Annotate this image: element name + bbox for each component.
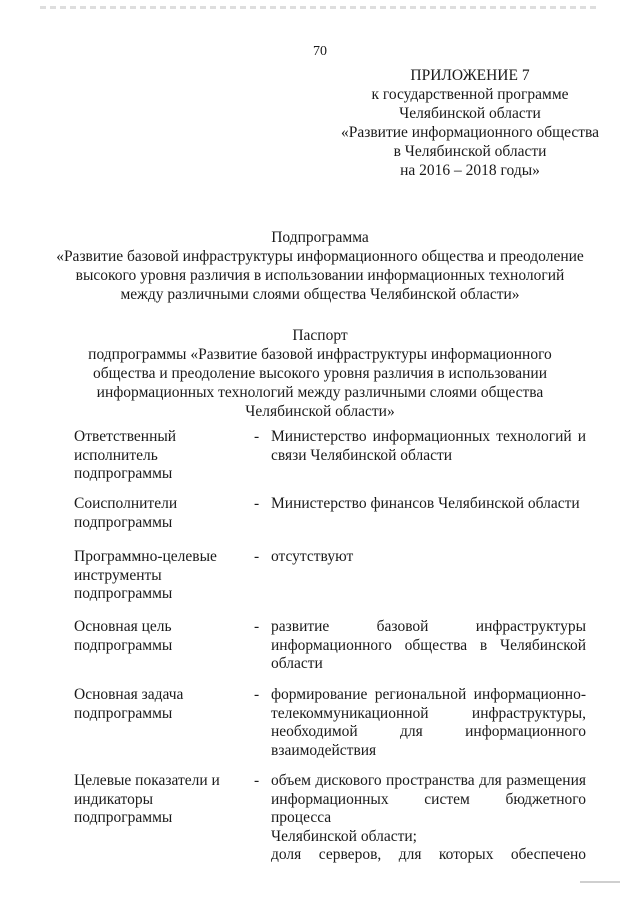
label-line: инструменты — [74, 566, 162, 584]
label-line: исполнитель — [74, 446, 158, 464]
page-number: 70 — [313, 44, 327, 59]
label-line: Программно-целевые — [74, 548, 217, 565]
row-label — [74, 618, 244, 655]
label-line: подпрограммы — [74, 636, 173, 654]
subprogram-line: «Развитие базовой инфраструктуры информационного общества и преодоление — [56, 248, 584, 265]
appendix-line: на 2016 – 2018 годы» — [400, 162, 540, 179]
passport-line: подпрограммы «Развитие базовой инфраструктуры информационного — [88, 346, 552, 363]
value-line: Министерство финансов Челябинской области — [271, 495, 580, 512]
value-line: доля серверов, для которых обеспечено — [271, 846, 586, 863]
value-line: Челябинской области; — [271, 827, 417, 845]
row-label — [74, 548, 244, 604]
value-line: взаимодействия — [271, 741, 377, 759]
value-line: развитие базовой инфраструктуры — [271, 618, 586, 635]
value-line: Министерство информационных технологий и — [271, 428, 586, 445]
subprogram-line: Подпрограмма — [271, 229, 369, 246]
row-value — [271, 618, 586, 674]
row-label — [74, 772, 244, 828]
label-line: подпрограммы — [74, 704, 173, 722]
row-label — [74, 428, 244, 484]
label-line: Целевые показатели и — [74, 772, 220, 789]
row-value — [271, 686, 586, 760]
label-line: индикаторы — [74, 790, 154, 808]
row-value — [271, 428, 586, 465]
subprogram-line: между различными слоями общества Челябинской области» — [120, 286, 520, 303]
row-dash: - — [254, 495, 260, 512]
appendix-header — [300, 66, 640, 180]
row-dash: - — [254, 428, 260, 445]
subprogram-line: высокого уровня различия в использовании информационных технологий — [75, 267, 565, 284]
label-line: подпрограммы — [74, 585, 173, 602]
value-line: связи Челябинской области — [271, 446, 453, 464]
value-line: телекоммуникационной инфраструктуры, — [271, 704, 586, 722]
appendix-line: Челябинской области — [399, 105, 541, 122]
row-value — [271, 548, 586, 567]
scan-artifact — [580, 881, 620, 883]
row-label — [74, 686, 244, 723]
scan-artifact — [40, 6, 600, 9]
row-dash: - — [254, 548, 260, 565]
value-line: информационных систем бюджетного процесса — [271, 790, 586, 826]
label-line: Соисполнители — [74, 495, 178, 512]
passport-line: Паспорт — [292, 327, 348, 344]
passport-line: общества и преодоление высокого уровня различия в использовании — [92, 365, 548, 382]
appendix-line: к государственной программе — [371, 86, 569, 103]
row-value — [271, 772, 586, 865]
row-label — [74, 495, 244, 532]
row-value — [271, 495, 586, 514]
label-line: подпрограммы — [74, 465, 173, 482]
row-dash: - — [254, 772, 260, 789]
label-line: Основная цель — [74, 618, 172, 635]
value-line: области — [271, 655, 323, 672]
row-dash: - — [254, 686, 260, 703]
value-line: необходимой для информационного — [271, 723, 586, 740]
label-line: подпрограммы — [74, 809, 173, 826]
value-line: объем дискового пространства для размещения — [271, 772, 586, 789]
subprogram-title — [40, 228, 600, 304]
value-line: информационного общества в Челябинской — [271, 636, 586, 654]
appendix-line: «Развитие информационного общества — [340, 124, 600, 141]
label-line: подпрограммы — [74, 513, 173, 531]
appendix-line: ПРИЛОЖЕНИЕ 7 — [410, 67, 530, 84]
row-dash: - — [254, 618, 260, 635]
passport-title — [40, 326, 600, 421]
passport-line: информационных технологий между различными слоями общества — [96, 384, 544, 401]
label-line: Основная задача — [74, 686, 184, 703]
appendix-line: в Челябинской области — [393, 143, 547, 160]
label-line: Ответственный — [74, 428, 177, 445]
value-line: отсутствуют — [271, 548, 354, 565]
value-line: формирование региональной информационно- — [271, 686, 586, 703]
passport-line: Челябинской области» — [245, 403, 395, 420]
